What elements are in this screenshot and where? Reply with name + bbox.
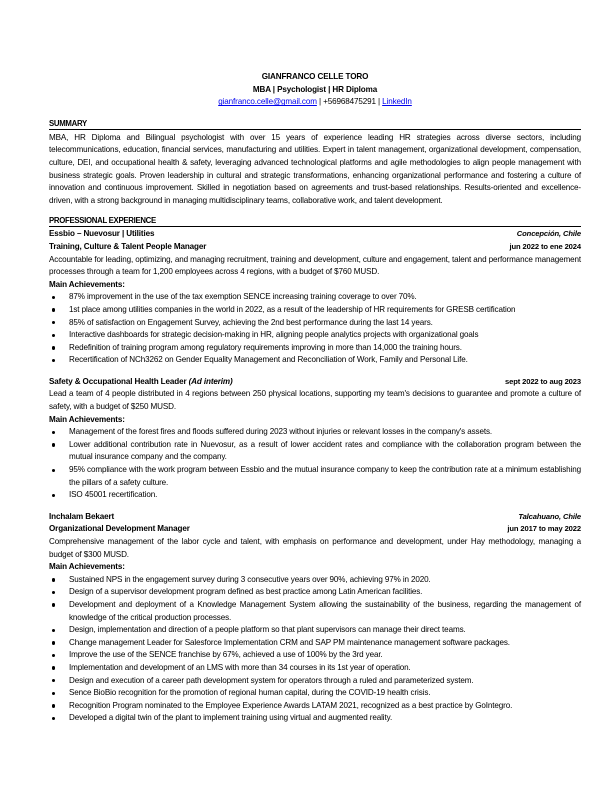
summary-text: MBA, HR Diploma and Bilingual psychologist with over 15 years of experience leading HR strategies across diverse sectors, including telecommunications, education, financial services, manufacturing and utilities. Expert in talent management, organizational development, compensation, culture, DEI, and occupational health & safety, leveraging advanced technological platforms and agile methodologies to align people management with business strategic goals. Proven leadership in cultural and strategic transformations, enhancing organizational performance and fostering a culture of innovation and continuous improvement. Skilled in negotiation based on agreements and trust-based relationships. Results-oriented and excellence-driven, with a strong background in managing multidisciplinary teams, collaborative work, and talent development. xyxy=(49,132,581,205)
candidate-name: GIANFRANCO CELLE TORO xyxy=(261,72,369,81)
role-title: Organizational Development Manager xyxy=(49,524,190,534)
location: Talcahuano, Chile xyxy=(518,511,581,521)
achievement-item: Redefinition of training program among regulatory requirements improving in more than 14,000 the training hours. xyxy=(49,342,581,355)
role-dates: sept 2022 to aug 2023 xyxy=(505,376,581,386)
achievement-item: Change management Leader for Salesforce Implementation CRM and SAP PM maintenance management software packages. xyxy=(49,637,581,650)
phone: +56968475291 xyxy=(323,97,376,107)
role-dates: jun 2022 to ene 2024 xyxy=(509,241,581,251)
achievement-item: Design and execution of a career path development system for operators through a ruled and parameterized system. xyxy=(49,675,581,688)
achievement-item: Lower additional contribution rate in Nuevosur, as a result of lower accident rates and compliance with the collaboration program between the mutual insurance company and the company. xyxy=(49,439,581,464)
role-header xyxy=(49,241,581,254)
company: Inchalam Bekaert xyxy=(49,511,115,521)
achievements-list xyxy=(49,574,581,725)
achievements-label: Main Achievements: xyxy=(49,414,125,424)
role-header xyxy=(49,523,581,536)
role-header xyxy=(49,376,581,389)
achievement-item: Management of the forest fires and floods suffered during 2023 without injuries or relevant losses in the company's assets. xyxy=(49,426,581,439)
role-title-suffix: (Ad interim) xyxy=(188,376,233,386)
separator: | xyxy=(316,97,324,107)
achievement-item: 87% improvement in the use of the tax exemption SENCE increasing training coverage to over 70%. xyxy=(49,291,581,304)
role-dates: jun 2017 to may 2022 xyxy=(507,524,581,534)
summary-heading: SUMMARY xyxy=(49,118,581,130)
location: Concepción, Chile xyxy=(516,229,581,239)
role-title: Training, Culture & Talent People Manager xyxy=(49,241,207,251)
achievement-item: Improve the use of the SENCE franchise by 67%, achieved a use of 100% by the 3rd year. xyxy=(49,649,581,662)
role-description: Comprehensive management of the labor cycle and talent, with emphasis on performance and development, under Hay methodology, managing a budget of $300 MUSD. xyxy=(49,537,581,559)
resume-page xyxy=(49,71,581,725)
experience-list xyxy=(49,228,581,725)
separator: | xyxy=(375,97,383,107)
achievement-item: Sustained NPS in the engagement survey during 3 consecutive years over 90%, achieving 97% in 2020. xyxy=(49,574,581,587)
job-header xyxy=(49,511,581,524)
achievements-label: Main Achievements: xyxy=(49,279,125,289)
achievement-item: Design, implementation and direction of a people platform so that plant supervisors can manage their direct teams. xyxy=(49,624,581,637)
achievements-list xyxy=(49,426,581,502)
achievement-item: Design of a supervisor development program defined as best practice among Latin American facilities. xyxy=(49,586,581,599)
achievements-list xyxy=(49,291,581,367)
contact-line xyxy=(49,96,581,109)
job-header xyxy=(49,228,581,241)
achievement-item: 85% of satisfaction on Engagement Survey, achieving the 2nd best performance during the last 14 years. xyxy=(49,317,581,330)
achievement-item: 95% compliance with the work program between Essbio and the mutual insurance company to keep the contribution rate at a minimum establishing the pillars of a safety culture. xyxy=(49,464,581,489)
achievement-item: Recognition Program nominated to the Employee Experience Awards LATAM 2021, recognized as a best practice by GoIntegro. xyxy=(49,700,581,713)
candidate-title: MBA | Psychologist | HR Diploma xyxy=(252,84,378,94)
email-link[interactable]: gianfranco.celle@gmail.com xyxy=(218,97,317,107)
achievements-label: Main Achievements: xyxy=(49,562,125,572)
achievement-item: Interactive dashboards for strategic decision-making in HR, aligning people analytics projects with organizational goals xyxy=(49,329,581,342)
achievement-item: Sence BioBio recognition for the promotion of regional human capital, during the COVID-19 health crisis. xyxy=(49,687,581,700)
achievement-item: Development and deployment of a Knowledge Management System allowing the sustainability of the business, regarding the management of knowledge of the critical production processes. xyxy=(49,599,581,624)
linkedin-link[interactable]: LinkedIn xyxy=(382,97,412,107)
experience-heading: PROFESSIONAL EXPERIENCE xyxy=(49,215,581,227)
achievement-item: Developed a digital twin of the plant to implement training using virtual and augmented reality. xyxy=(49,712,581,725)
role-description: Lead a team of 4 people distributed in 4 regions between 250 physical locations, supporting my team's decisions to guarantee and promote a culture of safety, with a budget of $250 MUSD. xyxy=(49,389,581,412)
achievement-item: ISO 45001 recertification. xyxy=(49,489,581,502)
achievement-item: Recertification of NCh3262 on Gender Equality Management and Reconciliation of Work, Family and Personal Life. xyxy=(49,354,581,367)
achievement-item: 1st place among utilities companies in the world in 2022, as a result of the leadership of HR requirements for GRESB certification xyxy=(49,304,581,317)
achievement-item: Implementation and development of an LMS with more than 34 courses in its 1st year of operation. xyxy=(49,662,581,675)
role-description: Accountable for leading, optimizing, and managing recruitment, training and development, culture and engagement, talent and performance management processes through a team for 1,200 employees across 4 regions, with a budget of $760 MUSD. xyxy=(49,254,581,277)
role-title: Safety & Occupational Health Leader xyxy=(49,376,189,386)
company: Essbio – Nuevosur | Utilities xyxy=(49,229,155,239)
